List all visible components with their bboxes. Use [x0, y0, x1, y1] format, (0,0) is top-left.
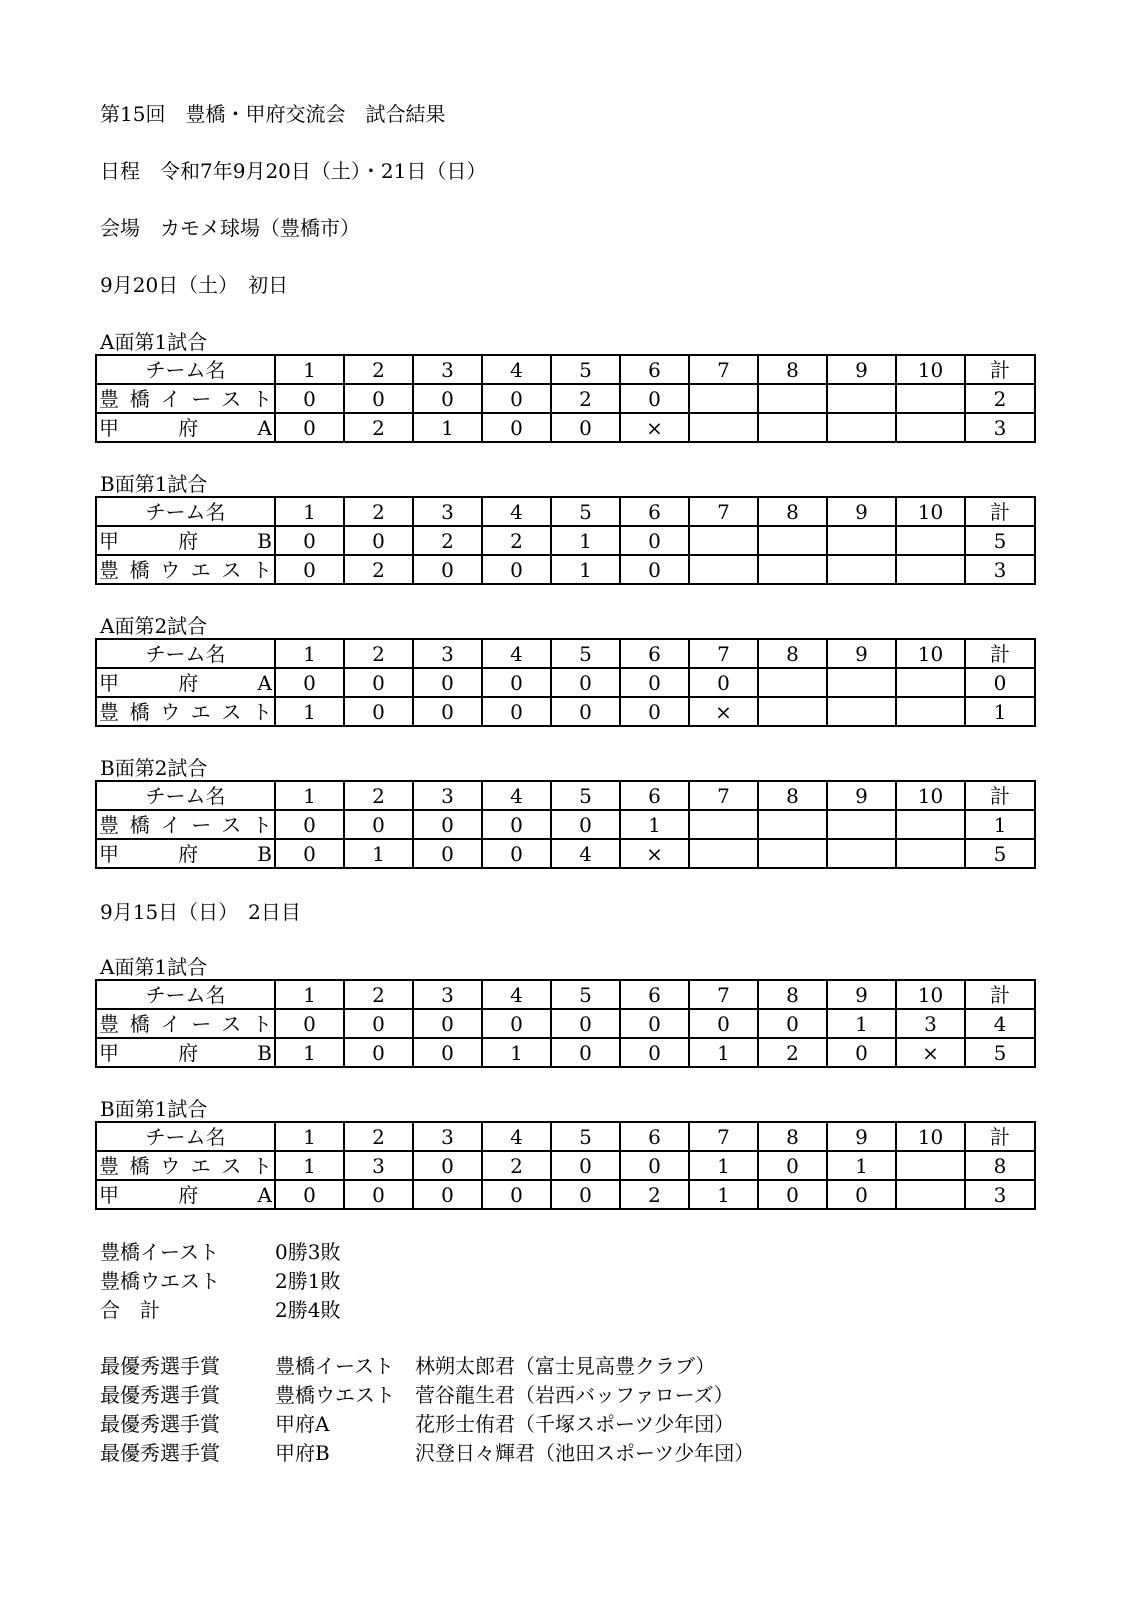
- inning-score: 0: [689, 1009, 758, 1038]
- inning-score: [758, 413, 827, 442]
- inning-score: 0: [413, 555, 482, 584]
- score-table: [95, 979, 1036, 1068]
- inning-header: 3: [413, 980, 482, 1009]
- inning-score: 1: [275, 1151, 344, 1180]
- inning-header: 2: [344, 1122, 413, 1151]
- team-name: 豊橋イースト: [96, 1009, 275, 1038]
- award-player: 林朔太郎君（富士見高豊クラブ）: [415, 1354, 716, 1378]
- table-row: [96, 1151, 1035, 1180]
- inning-score: 0: [275, 1009, 344, 1038]
- inning-score: 0: [620, 1038, 689, 1067]
- inning-header: 9: [827, 1122, 896, 1151]
- inning-score: 0: [482, 1009, 551, 1038]
- inning-header: 2: [344, 639, 413, 668]
- team-name-header: チーム名: [96, 639, 275, 668]
- table-row: [96, 555, 1035, 584]
- table-row: [96, 668, 1035, 697]
- game-title: A面第1試合: [100, 955, 208, 979]
- inning-score: [827, 384, 896, 413]
- inning-header: 1: [275, 497, 344, 526]
- inning-score: 1: [689, 1151, 758, 1180]
- team-name: 甲府B: [96, 1038, 275, 1067]
- total-score: 2: [965, 384, 1035, 413]
- inning-header: 7: [689, 781, 758, 810]
- inning-score: 0: [620, 526, 689, 555]
- table-row: [96, 413, 1035, 442]
- award-team: 豊橋イースト: [275, 1354, 394, 1378]
- record-team: 合 計: [100, 1298, 160, 1322]
- inning-score: 1: [551, 555, 620, 584]
- inning-score: [758, 526, 827, 555]
- inning-header: 7: [689, 980, 758, 1009]
- inning-score: 0: [620, 555, 689, 584]
- team-name-header: チーム名: [96, 497, 275, 526]
- inning-score: [689, 384, 758, 413]
- inning-score: 0: [551, 1180, 620, 1209]
- inning-header: 5: [551, 1122, 620, 1151]
- inning-score: 1: [620, 810, 689, 839]
- inning-header: 4: [482, 1122, 551, 1151]
- inning-score: 1: [413, 413, 482, 442]
- inning-header: 5: [551, 980, 620, 1009]
- inning-score: [758, 697, 827, 726]
- inning-score: 3: [344, 1151, 413, 1180]
- score-table: [95, 780, 1036, 869]
- inning-header: 5: [551, 639, 620, 668]
- inning-score: 3: [896, 1009, 965, 1038]
- inning-header: 1: [275, 1122, 344, 1151]
- total-header: 計: [965, 980, 1035, 1009]
- inning-score: 0: [551, 1038, 620, 1067]
- record-result: 2勝4敗: [275, 1298, 341, 1322]
- total-score: 3: [965, 1180, 1035, 1209]
- total-score: 5: [965, 839, 1035, 868]
- inning-header: 8: [758, 497, 827, 526]
- inning-score: 0: [344, 668, 413, 697]
- inning-score: 0: [689, 668, 758, 697]
- team-name-header: チーム名: [96, 781, 275, 810]
- table-row: [96, 1180, 1035, 1209]
- total-score: 8: [965, 1151, 1035, 1180]
- inning-header: 4: [482, 355, 551, 384]
- team-name: 豊橋ウエスト: [96, 555, 275, 584]
- inning-header: 1: [275, 980, 344, 1009]
- inning-score: 2: [758, 1038, 827, 1067]
- inning-score: 1: [689, 1180, 758, 1209]
- inning-score: ×: [620, 839, 689, 868]
- game-title: B面第1試合: [100, 1097, 208, 1121]
- inning-header: 9: [827, 980, 896, 1009]
- inning-score: 0: [758, 1180, 827, 1209]
- inning-score: [827, 697, 896, 726]
- inning-score: [689, 526, 758, 555]
- award-name: 最優秀選手賞: [100, 1354, 220, 1378]
- inning-header: 10: [896, 639, 965, 668]
- day-label: 9月15日（日） 2日目: [100, 900, 301, 924]
- inning-header: 6: [620, 355, 689, 384]
- total-score: 0: [965, 668, 1035, 697]
- inning-header: 10: [896, 355, 965, 384]
- inning-score: [896, 413, 965, 442]
- award-team: 甲府B: [275, 1441, 330, 1465]
- inning-header: 9: [827, 639, 896, 668]
- inning-score: 1: [482, 1038, 551, 1067]
- inning-header: 8: [758, 781, 827, 810]
- inning-header: 6: [620, 639, 689, 668]
- inning-score: 0: [344, 1038, 413, 1067]
- inning-score: [689, 555, 758, 584]
- table-row: [96, 384, 1035, 413]
- inning-score: 2: [620, 1180, 689, 1209]
- inning-score: 1: [275, 1038, 344, 1067]
- award-name: 最優秀選手賞: [100, 1383, 220, 1407]
- inning-header: 3: [413, 639, 482, 668]
- inning-score: 0: [413, 1038, 482, 1067]
- total-header: 計: [965, 781, 1035, 810]
- inning-score: 2: [344, 413, 413, 442]
- award-row: [100, 1410, 754, 1439]
- total-score: 1: [965, 697, 1035, 726]
- day-label: 9月20日（土） 初日: [100, 273, 289, 297]
- inning-score: ×: [689, 697, 758, 726]
- inning-header: 7: [689, 639, 758, 668]
- game-title: B面第1試合: [100, 472, 208, 496]
- score-table: [95, 496, 1036, 585]
- score-header-row: [96, 980, 1035, 1009]
- inning-score: 0: [620, 1009, 689, 1038]
- inning-header: 9: [827, 497, 896, 526]
- team-name: 豊橋ウエスト: [96, 1151, 275, 1180]
- inning-score: 0: [620, 384, 689, 413]
- inning-score: ×: [896, 1038, 965, 1067]
- inning-header: 1: [275, 355, 344, 384]
- inning-score: 0: [413, 697, 482, 726]
- inning-score: 1: [827, 1009, 896, 1038]
- inning-score: 0: [413, 1151, 482, 1180]
- inning-header: 10: [896, 980, 965, 1009]
- inning-score: 0: [482, 1180, 551, 1209]
- inning-header: 7: [689, 1122, 758, 1151]
- schedule-line: 日程 令和7年9月20日（土）・21日（日）: [100, 159, 487, 183]
- inning-score: 0: [827, 1180, 896, 1209]
- inning-score: 0: [275, 526, 344, 555]
- team-name: 豊橋イースト: [96, 384, 275, 413]
- score-table: [95, 1121, 1036, 1210]
- award-player: 菅谷龍生君（岩西バッファローズ）: [415, 1383, 734, 1407]
- award-row: [100, 1381, 754, 1410]
- total-header: 計: [965, 355, 1035, 384]
- inning-score: 1: [551, 526, 620, 555]
- table-row: [96, 839, 1035, 868]
- total-score: 4: [965, 1009, 1035, 1038]
- inning-score: [896, 810, 965, 839]
- record-row: [100, 1238, 415, 1267]
- inning-score: [827, 413, 896, 442]
- team-name-header: チーム名: [96, 355, 275, 384]
- inning-score: [827, 526, 896, 555]
- record-result: 2勝1敗: [275, 1269, 341, 1293]
- inning-score: 0: [275, 413, 344, 442]
- inning-score: 0: [620, 697, 689, 726]
- total-header: 計: [965, 639, 1035, 668]
- inning-score: [896, 555, 965, 584]
- score-header-row: [96, 639, 1035, 668]
- inning-score: [896, 1151, 965, 1180]
- inning-score: [758, 555, 827, 584]
- inning-score: [827, 668, 896, 697]
- inning-header: 1: [275, 781, 344, 810]
- inning-score: 0: [482, 555, 551, 584]
- inning-header: 6: [620, 980, 689, 1009]
- inning-header: 2: [344, 980, 413, 1009]
- record-row: [100, 1296, 415, 1325]
- inning-score: 0: [758, 1151, 827, 1180]
- mvp-awards: [100, 1352, 754, 1468]
- inning-header: 1: [275, 639, 344, 668]
- inning-score: ×: [620, 413, 689, 442]
- inning-header: 3: [413, 781, 482, 810]
- team-name: 甲府B: [96, 526, 275, 555]
- inning-score: 0: [413, 1180, 482, 1209]
- inning-header: 5: [551, 781, 620, 810]
- inning-header: 4: [482, 639, 551, 668]
- inning-header: 6: [620, 1122, 689, 1151]
- inning-score: 0: [275, 555, 344, 584]
- award-team: 豊橋ウエスト: [275, 1383, 395, 1407]
- inning-header: 7: [689, 355, 758, 384]
- inning-score: 0: [620, 1151, 689, 1180]
- inning-header: 10: [896, 497, 965, 526]
- score-table: [95, 638, 1036, 727]
- inning-header: 9: [827, 355, 896, 384]
- game-title: A面第1試合: [100, 330, 208, 354]
- team-name: 豊橋イースト: [96, 810, 275, 839]
- inning-score: 0: [551, 697, 620, 726]
- inning-score: 0: [413, 839, 482, 868]
- inning-score: 0: [551, 1009, 620, 1038]
- inning-score: 0: [482, 697, 551, 726]
- table-row: [96, 810, 1035, 839]
- inning-score: 0: [344, 526, 413, 555]
- team-name-header: チーム名: [96, 980, 275, 1009]
- document-title: 第15回 豊橋・甲府交流会 試合結果: [100, 102, 446, 126]
- inning-score: 0: [413, 810, 482, 839]
- inning-score: 0: [482, 413, 551, 442]
- record-team: 豊橋ウエスト: [100, 1269, 220, 1293]
- inning-score: 0: [551, 413, 620, 442]
- inning-score: 0: [275, 668, 344, 697]
- award-name: 最優秀選手賞: [100, 1441, 220, 1465]
- inning-score: 0: [758, 1009, 827, 1038]
- team-name: 甲府B: [96, 839, 275, 868]
- inning-score: 0: [551, 1151, 620, 1180]
- inning-header: 2: [344, 781, 413, 810]
- inning-score: [689, 839, 758, 868]
- table-row: [96, 1009, 1035, 1038]
- inning-header: 8: [758, 355, 827, 384]
- inning-score: 0: [344, 1180, 413, 1209]
- team-name: 甲府A: [96, 1180, 275, 1209]
- inning-header: 3: [413, 497, 482, 526]
- score-header-row: [96, 355, 1035, 384]
- win-loss-records: [100, 1238, 415, 1325]
- inning-score: 0: [344, 697, 413, 726]
- inning-score: [896, 526, 965, 555]
- inning-score: 4: [551, 839, 620, 868]
- inning-header: 2: [344, 497, 413, 526]
- inning-header: 7: [689, 497, 758, 526]
- inning-score: [689, 810, 758, 839]
- table-row: [96, 697, 1035, 726]
- score-header-row: [96, 1122, 1035, 1151]
- inning-header: 6: [620, 781, 689, 810]
- inning-score: [896, 384, 965, 413]
- inning-score: 0: [620, 668, 689, 697]
- inning-header: 5: [551, 497, 620, 526]
- game-title: B面第2試合: [100, 756, 208, 780]
- inning-score: [758, 810, 827, 839]
- inning-score: [758, 668, 827, 697]
- inning-score: 0: [551, 668, 620, 697]
- inning-score: 0: [482, 668, 551, 697]
- inning-score: 0: [275, 839, 344, 868]
- inning-score: 0: [275, 810, 344, 839]
- inning-score: [896, 839, 965, 868]
- inning-score: [896, 1180, 965, 1209]
- team-name: 甲府A: [96, 413, 275, 442]
- inning-header: 2: [344, 355, 413, 384]
- score-header-row: [96, 497, 1035, 526]
- inning-header: 3: [413, 355, 482, 384]
- table-row: [96, 526, 1035, 555]
- inning-score: 1: [827, 1151, 896, 1180]
- inning-header: 10: [896, 781, 965, 810]
- inning-score: 2: [482, 526, 551, 555]
- award-team: 甲府A: [275, 1412, 330, 1436]
- inning-score: 0: [275, 384, 344, 413]
- inning-score: 0: [275, 1180, 344, 1209]
- inning-score: 0: [344, 810, 413, 839]
- award-player: 沢登日々輝君（池田スポーツ少年団）: [415, 1441, 755, 1465]
- inning-score: [896, 668, 965, 697]
- inning-score: 0: [482, 839, 551, 868]
- inning-score: 0: [482, 810, 551, 839]
- award-name: 最優秀選手賞: [100, 1412, 220, 1436]
- inning-score: [827, 555, 896, 584]
- inning-header: 10: [896, 1122, 965, 1151]
- award-row: [100, 1352, 754, 1381]
- inning-score: [758, 839, 827, 868]
- inning-header: 5: [551, 355, 620, 384]
- total-score: 5: [965, 526, 1035, 555]
- venue-line: 会場 カモメ球場（豊橋市）: [100, 216, 360, 240]
- inning-score: 1: [275, 697, 344, 726]
- inning-score: 1: [344, 839, 413, 868]
- inning-score: 2: [413, 526, 482, 555]
- team-name-header: チーム名: [96, 1122, 275, 1151]
- inning-score: [827, 810, 896, 839]
- inning-score: 0: [827, 1038, 896, 1067]
- score-header-row: [96, 781, 1035, 810]
- record-team: 豊橋イースト: [100, 1240, 219, 1264]
- inning-header: 4: [482, 497, 551, 526]
- inning-header: 8: [758, 980, 827, 1009]
- inning-score: 1: [689, 1038, 758, 1067]
- inning-header: 4: [482, 781, 551, 810]
- inning-header: 6: [620, 497, 689, 526]
- total-header: 計: [965, 497, 1035, 526]
- inning-score: 2: [551, 384, 620, 413]
- game-title: A面第2試合: [100, 614, 208, 638]
- inning-score: 0: [551, 810, 620, 839]
- table-row: [96, 1038, 1035, 1067]
- award-player: 花形士侑君（千塚スポーツ少年団）: [415, 1412, 735, 1436]
- inning-score: 0: [413, 668, 482, 697]
- inning-score: [827, 839, 896, 868]
- score-table: [95, 354, 1036, 443]
- inning-score: 2: [482, 1151, 551, 1180]
- team-name: 甲府A: [96, 668, 275, 697]
- total-score: 1: [965, 810, 1035, 839]
- inning-score: 2: [344, 555, 413, 584]
- inning-score: 0: [413, 1009, 482, 1038]
- inning-header: 3: [413, 1122, 482, 1151]
- record-row: [100, 1267, 415, 1296]
- total-score: 3: [965, 413, 1035, 442]
- team-name: 豊橋ウエスト: [96, 697, 275, 726]
- inning-score: [689, 413, 758, 442]
- award-row: [100, 1439, 754, 1468]
- inning-score: 0: [344, 1009, 413, 1038]
- total-score: 3: [965, 555, 1035, 584]
- inning-header: 8: [758, 1122, 827, 1151]
- total-header: 計: [965, 1122, 1035, 1151]
- inning-score: 0: [482, 384, 551, 413]
- inning-score: [896, 697, 965, 726]
- inning-score: 0: [413, 384, 482, 413]
- inning-header: 8: [758, 639, 827, 668]
- inning-header: 9: [827, 781, 896, 810]
- inning-header: 4: [482, 980, 551, 1009]
- inning-score: [758, 384, 827, 413]
- record-result: 0勝3敗: [275, 1240, 341, 1264]
- inning-score: 0: [344, 384, 413, 413]
- total-score: 5: [965, 1038, 1035, 1067]
